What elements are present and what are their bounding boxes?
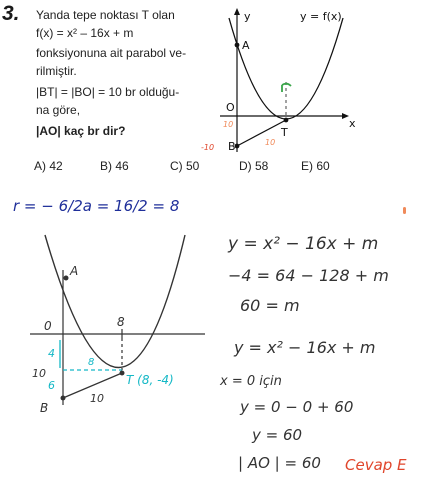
- question-figure: [0, 0, 435, 185]
- orange-mark: [403, 207, 406, 214]
- figure-x-arrow: [342, 113, 349, 119]
- solution-sketch: [0, 230, 215, 420]
- figure-note-10: 10: [223, 120, 234, 129]
- sketch-label-10: 10: [32, 367, 46, 380]
- question-line-1: Yanda tepe noktası T olan: [36, 8, 175, 22]
- sketch-label-b: B: [40, 401, 49, 415]
- choice-e[interactable]: E) 60: [301, 159, 330, 173]
- question-prompt: |AO| kaç br dir?: [36, 124, 126, 138]
- sketch-label-8b: 8: [88, 357, 95, 368]
- figure-label-a: A: [242, 39, 250, 52]
- figure-y-arrow: [234, 8, 240, 15]
- figure-y-label: y: [244, 10, 251, 23]
- figure-label-t: T: [281, 126, 288, 139]
- figure-note-neg10: -10: [201, 143, 215, 152]
- solution-r-line: r = − 6/2a = 16/2 = 8: [13, 197, 180, 215]
- choice-b[interactable]: B) 46: [100, 159, 129, 173]
- sketch-label-origin: 0: [44, 319, 52, 333]
- solution-step-7: y = 60: [252, 426, 303, 444]
- sketch-label-a: A: [70, 264, 79, 278]
- answer-note: Cevap E: [345, 456, 407, 474]
- figure-note-10b: 10: [265, 138, 276, 147]
- question-line-2: f(x) = x² – 16x + m: [36, 26, 134, 40]
- question-number: 3.: [2, 2, 20, 25]
- question-line-4: rilmiştir.: [36, 64, 77, 78]
- figure-point-a: [235, 43, 240, 48]
- figure-parabola: [229, 18, 343, 119]
- segment-bt: [237, 120, 286, 146]
- choice-d[interactable]: D) 58: [239, 159, 269, 173]
- sketch-label-4: 4: [48, 347, 55, 360]
- figure-x-label: x: [349, 117, 356, 130]
- choice-c[interactable]: C) 50: [170, 159, 200, 173]
- question-line-5: |BT| = |BO| = 10 br olduğu-: [36, 85, 180, 99]
- sketch-label-6: 6: [48, 379, 55, 392]
- figure-label-b: B: [228, 140, 236, 153]
- solution-step-8: | AO | = 60: [238, 454, 321, 472]
- sketch-label-t: T (8, -4): [126, 373, 174, 387]
- figure-label-o: O: [226, 101, 235, 114]
- sketch-label-10b: 10: [90, 392, 104, 405]
- choice-a[interactable]: A) 42: [34, 159, 63, 173]
- question-line-6: na göre,: [36, 103, 81, 117]
- solution-step-2: −4 = 64 − 128 + m: [228, 266, 389, 285]
- figure-point-t: [284, 118, 289, 123]
- solution-step-6: y = 0 − 0 + 60: [240, 398, 354, 416]
- solution-step-4: y = x² − 16x + m: [234, 338, 376, 357]
- solution-step-3: 60 = m: [240, 296, 300, 315]
- sketch-point-b: [61, 396, 66, 401]
- sketch-point-t: [120, 371, 125, 376]
- solution-step-1: y = x² − 16x + m: [228, 234, 379, 254]
- sketch-label-8: 8: [117, 315, 125, 329]
- figure-function-label: y = f(x): [300, 10, 342, 23]
- question-line-3: fonksiyonuna ait parabol ve-: [36, 46, 187, 60]
- solution-step-5: x = 0 için: [220, 374, 282, 389]
- sketch-parabola: [45, 235, 185, 368]
- sketch-point-a: [64, 276, 69, 281]
